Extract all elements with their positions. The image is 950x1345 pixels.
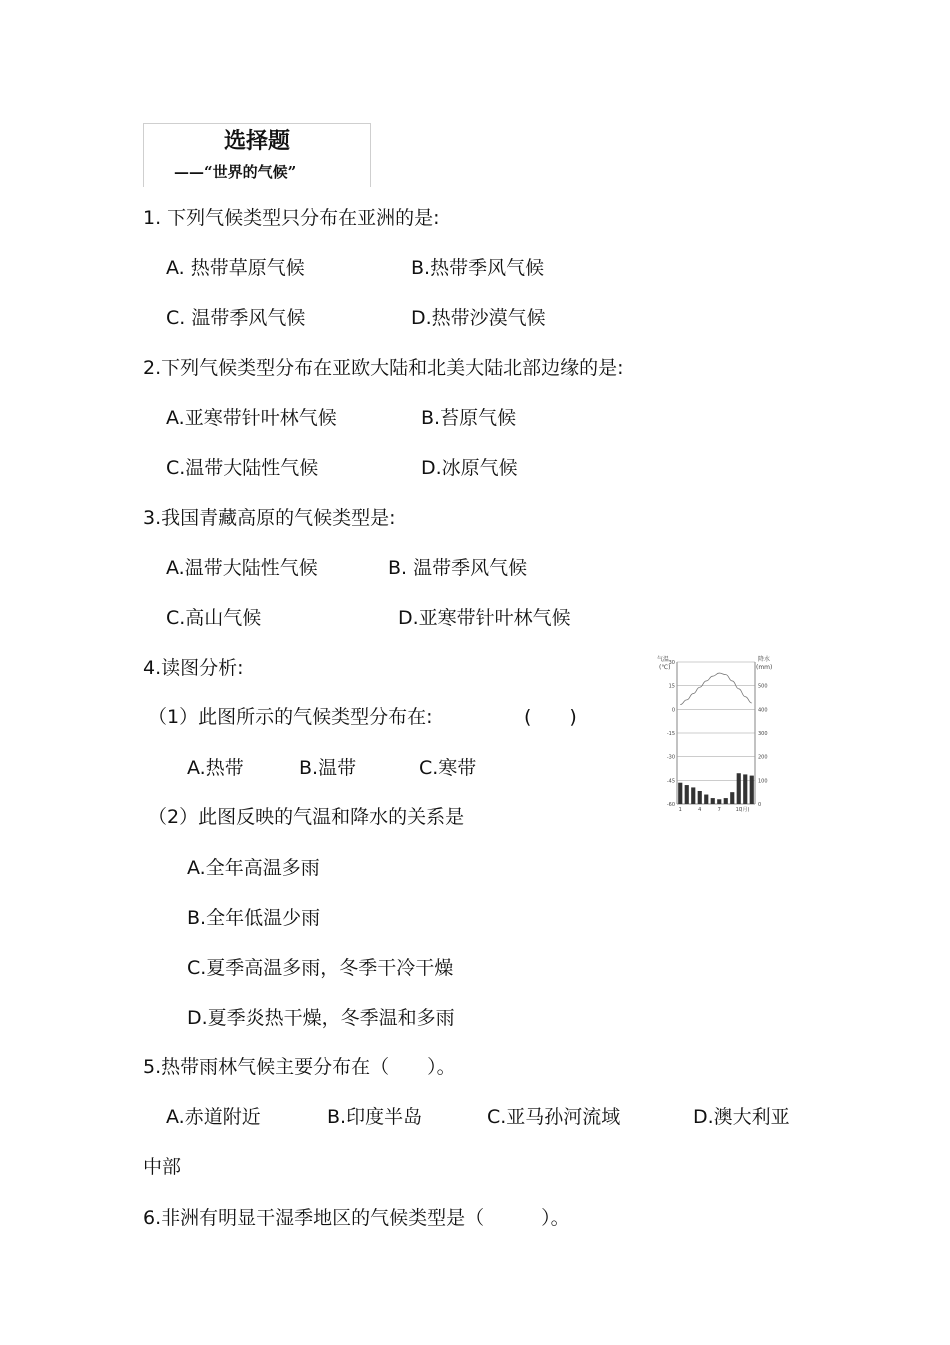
chart-precip-bar (685, 785, 689, 804)
chart-right-axis-label-1: 降水 (758, 656, 771, 663)
chart-left-tick-label: 30 (668, 660, 675, 666)
q4-part1-option-c: C.寒带 (419, 757, 477, 779)
q1-option-b: B.热带季风气候 (411, 257, 545, 279)
chart-precip-bar (750, 776, 754, 804)
q3-option-b: B. 温带季风气候 (388, 557, 528, 579)
chart-precip-bar (704, 795, 708, 804)
q4-part2-option-c: C.夏季高温多雨，冬季干冷干燥 (187, 957, 454, 979)
q3-stem: 3.我国青藏高原的气候类型是: (143, 507, 396, 529)
chart-left-axis-label-2: (℃) (659, 664, 671, 671)
q5-option-c: C.亚马孙河流域 (487, 1106, 621, 1128)
chart-left-tick-label: 15 (668, 683, 675, 690)
chart-precip-bar (678, 783, 682, 804)
chart-precip-bar (743, 774, 747, 804)
chart-precip-bar (711, 798, 715, 804)
q1-option-a: A. 热带草原气候 (166, 257, 305, 279)
chart-x-tick-label: 4 (698, 807, 702, 812)
q4-part2: （2）此图反映的气温和降水的关系是 (148, 806, 465, 828)
q5-option-b: B.印度半岛 (327, 1106, 423, 1128)
chart-x-tick-label: 1 (678, 807, 682, 812)
q3-option-d: D.亚寒带针叶林气候 (398, 607, 571, 629)
section-title-box (143, 123, 371, 187)
q2-option-c: C.温带大陆性气候 (166, 457, 319, 479)
chart-left-tick-label: -45 (666, 778, 675, 785)
q4-part1-option-b: B.温带 (299, 757, 357, 779)
chart-right-axis-label-2: (mm) (756, 664, 773, 671)
chart-x-tick-label: (月) (740, 807, 750, 812)
climate-chart (655, 652, 780, 812)
q5-option-d: D.澳大利亚 (693, 1106, 790, 1128)
chart-right-tick-label: 400 (758, 707, 768, 714)
chart-right-tick-label: 300 (758, 731, 768, 737)
q5-stem: 5.热带雨林气候主要分布在（ ）。 (143, 1056, 456, 1078)
chart-precip-bar (737, 773, 741, 804)
q6-stem: 6.非洲有明显干湿季地区的气候类型是（ ）。 (143, 1207, 570, 1229)
chart-left-axis-label-1: 气温 (657, 656, 670, 663)
chart-bars (678, 773, 754, 804)
q4-part1-blank: ( ) (524, 706, 577, 728)
q2-option-a: A.亚寒带针叶林气候 (166, 407, 337, 429)
chart-left-tick-label: 0 (671, 707, 675, 714)
section-title: 选择题 (223, 128, 290, 154)
chart-precip-bar (724, 798, 728, 804)
chart-precip-bar (698, 791, 702, 804)
q1-stem: 1. 下列气候类型只分布在亚洲的是: (143, 207, 440, 229)
chart-right-tick-label: 500 (758, 683, 768, 690)
q4-part2-option-a: A.全年高温多雨 (187, 857, 320, 879)
q2-option-d: D.冰原气候 (421, 457, 518, 479)
chart-left-tick-label: -15 (666, 731, 675, 737)
q5-option-a: A.赤道附近 (166, 1106, 261, 1128)
chart-left-tick-label: -60 (666, 802, 675, 808)
chart-right-tick-label: 100 (758, 778, 768, 785)
chart-temperature-line (680, 673, 752, 705)
q2-stem: 2.下列气候类型分布在亚欧大陆和北美大陆北部边缘的是: (143, 357, 624, 379)
q4-part1: （1）此图所示的气候类型分布在: (148, 706, 433, 728)
chart-left-tick-label: -30 (666, 754, 675, 761)
chart-x-tick-label: 10 (735, 807, 742, 812)
q3-option-a: A.温带大陆性气候 (166, 557, 318, 579)
q4-part1-option-a: A.热带 (187, 757, 244, 779)
q3-option-c: C.高山气候 (166, 607, 262, 629)
q4-part2-option-d: D.夏季炎热干燥，冬季温和多雨 (187, 1007, 455, 1029)
chart-x-tick-label: 7 (717, 807, 721, 812)
chart-right-tick-label: 0 (758, 802, 762, 808)
q1-option-c: C. 温带季风气候 (166, 307, 306, 329)
q5-option-d-continued: 中部 (143, 1156, 182, 1178)
chart-precip-bar (691, 787, 695, 804)
q4-stem: 4.读图分析: (143, 657, 244, 679)
section-subtitle: ——“世界的气候” (174, 163, 297, 181)
q1-option-d: D.热带沙漠气候 (411, 307, 546, 329)
chart-right-tick-label: 200 (758, 754, 768, 761)
q4-part2-option-b: B.全年低温少雨 (187, 907, 321, 929)
chart-precip-bar (730, 792, 734, 804)
chart-precip-bar (717, 799, 721, 804)
q2-option-b: B.苔原气候 (421, 407, 517, 429)
